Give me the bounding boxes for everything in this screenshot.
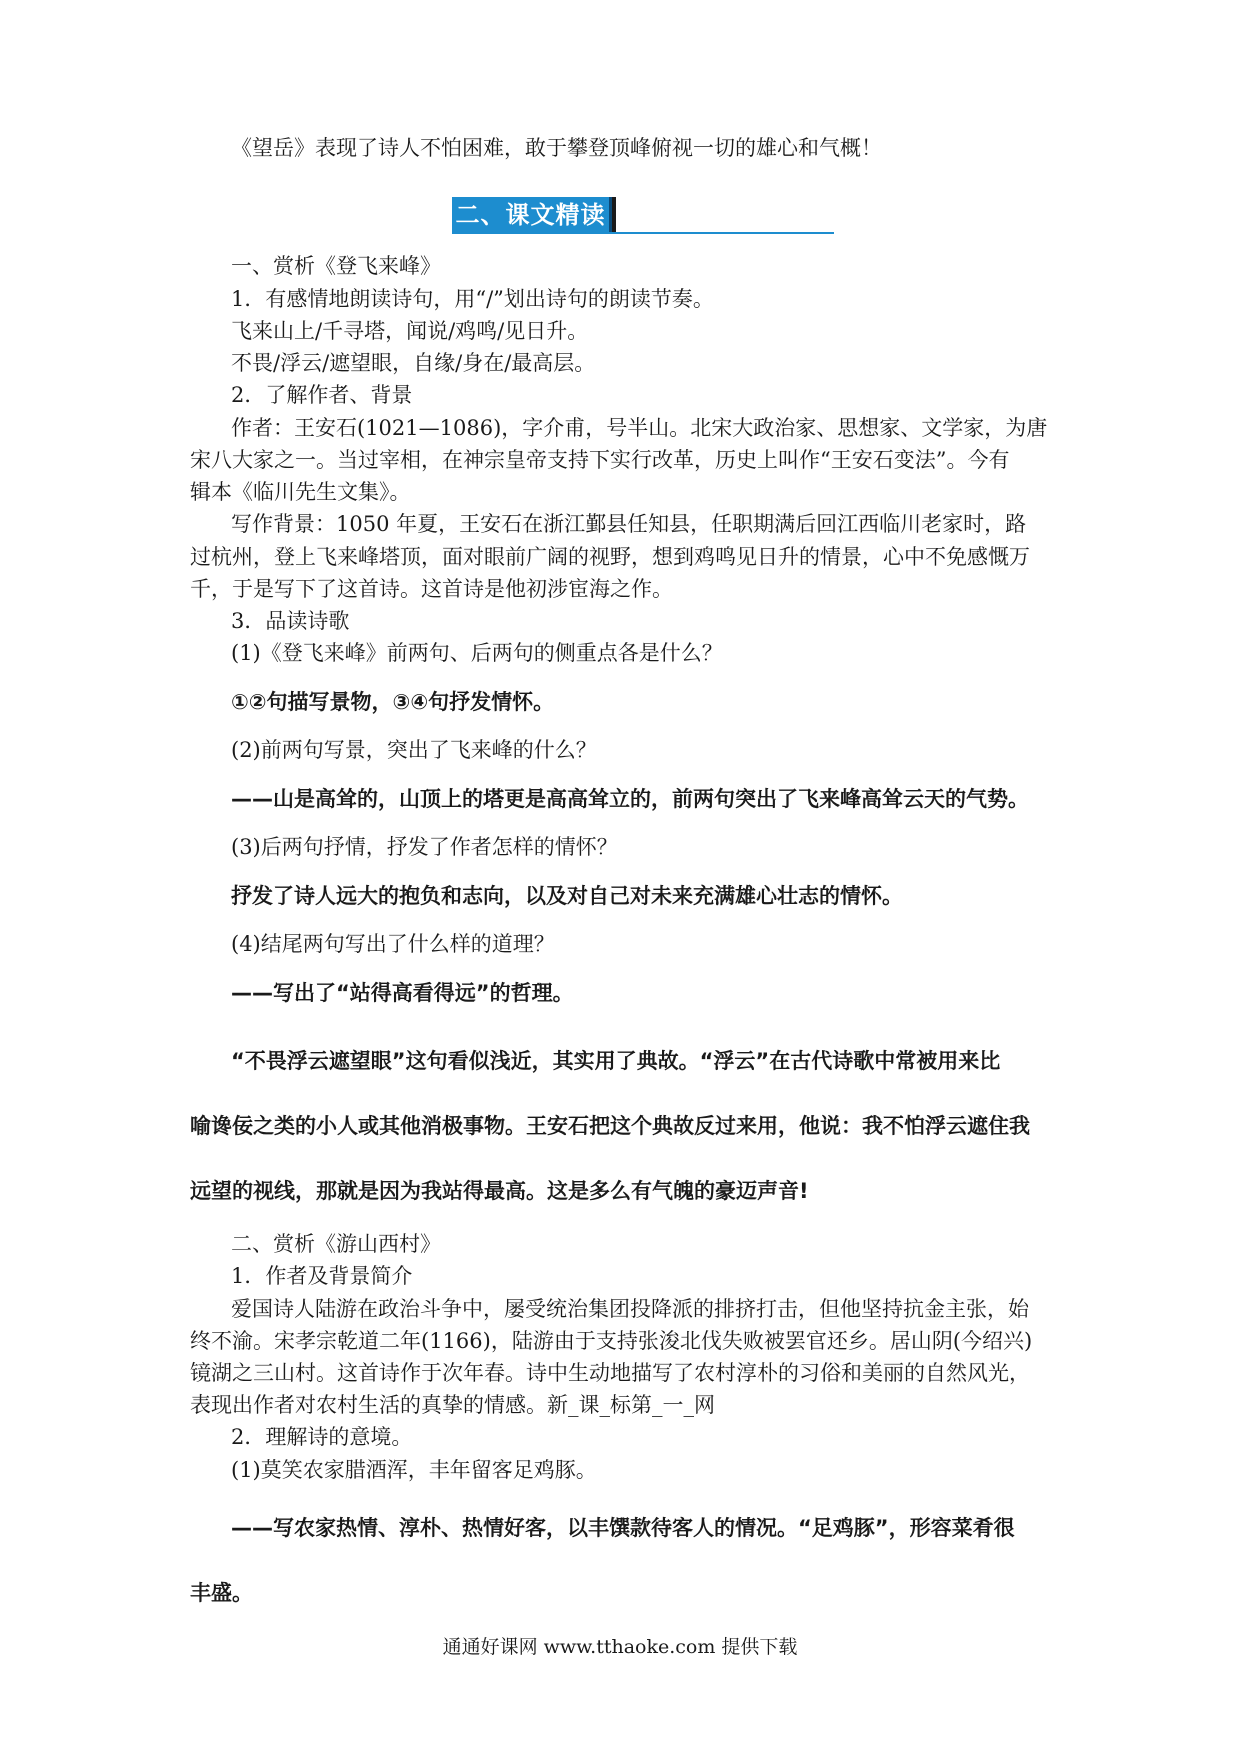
s1-bg-p2: 过杭州，登上飞来峰塔顶，面对眼前广阔的视野，想到鸡鸣见日升的情景，心中不免感慨万: [190, 545, 1030, 569]
s1-sub1-question: (1)《登飞来峰》前两句、后两句的侧重点各是什么？: [231, 641, 723, 665]
s2-sub1-question: (1)莫笑农家腊酒浑，丰年留客足鸡豚。: [231, 1458, 597, 1482]
s1-note-row1: “不畏浮云遮望眼”这句看似浅近，其实用了典故。“浮云”在古代诗歌中常被用来比: [231, 1049, 1001, 1073]
s1-poem-line2: 不畏/浮云/遮望眼，自缘/身在/最高层。: [231, 351, 596, 375]
s1-title: 一、赏析《登飞来峰》: [231, 254, 441, 278]
s1-author-p3: 辑本《临川先生文集》。: [190, 480, 411, 504]
s2-bg-p3: 镜湖之三山村。这首诗作于次年春。诗中生动地描写了农村淳朴的习俗和美丽的自然风光，: [190, 1361, 1030, 1385]
s1-q1: 1．有感情地朗读诗句，用“/”划出诗句的朗读节奏。: [231, 287, 714, 311]
s1-sub3-answer: 抒发了诗人远大的抱负和志向，以及对自己对未来充满雄心壮志的情怀。: [231, 884, 903, 908]
intro-line: 《望岳》表现了诗人不怕困难，敢于攀登顶峰俯视一切的雄心和气概！: [231, 136, 882, 160]
page-footer: 通通好课网 www.tthaoke.com 提供下载: [442, 1636, 798, 1658]
s2-bg-p2: 终不渝。宋孝宗乾道二年(1166)，陆游由于支持张浚北伐失败被罢官还乡。居山阴(今绍兴): [190, 1329, 1033, 1353]
s1-poem-line1: 飞来山上/千寻塔，闻说/鸡鸣/见日升。: [231, 319, 589, 343]
s2-sub1-answer-row2: 丰盛。: [190, 1581, 253, 1605]
s2-q1: 1．作者及背景简介: [231, 1264, 413, 1288]
s1-q3: 3．品读诗歌: [231, 609, 350, 633]
s2-sub1-answer-row1: ——写农家热情、淳朴、热情好客，以丰馔款待客人的情况。“足鸡豚”，形容菜肴很: [231, 1516, 1015, 1540]
section-header-tick: [612, 197, 616, 233]
s1-sub4-question: (4)结尾两句写出了什么样的道理？: [231, 932, 555, 956]
s1-author-p1: 作者：王安石(1021—1086)，字介甫，号半山。北宋大政治家、思想家、文学家，为唐: [231, 416, 1048, 440]
s1-sub1-answer: ①②句描写景物，③④句抒发情怀。: [231, 690, 555, 714]
s1-bg-p1: 写作背景：1050 年夏，王安石在浙江鄞县任知县，任职期满后回江西临川老家时，路: [231, 512, 1027, 536]
s1-sub2-question: (2)前两句写景，突出了飞来峰的什么？: [231, 738, 597, 762]
section-header-rule: [452, 232, 834, 234]
s2-bg-p1: 爱国诗人陆游在政治斗争中，屡受统治集团投降派的排挤打击，但他坚持抗金主张，始: [231, 1297, 1029, 1321]
s1-note-row2: 喻谗佞之类的小人或其他消极事物。王安石把这个典故反过来用，他说：我不怕浮云遮住我: [190, 1114, 1030, 1138]
s2-q2: 2．理解诗的意境。: [231, 1425, 413, 1449]
s1-note-row3: 远望的视线，那就是因为我站得最高。这是多么有气魄的豪迈声音!: [190, 1179, 809, 1203]
s2-bg-p4: 表现出作者对农村生活的真挚的情感。新_课_标第_一_网: [190, 1393, 715, 1417]
s1-sub2-answer: ——山是高耸的，山顶上的塔更是高高耸立的，前两句突出了飞来峰高耸云天的气势。: [231, 787, 1029, 811]
s2-title: 二、赏析《游山西村》: [231, 1232, 441, 1256]
section-header: 二、课文精读: [452, 197, 612, 233]
s1-bg-p3: 千，于是写下了这首诗。这首诗是他初涉宦海之作。: [190, 577, 673, 601]
s1-q2: 2．了解作者、背景: [231, 383, 413, 407]
s1-author-p2: 宋八大家之一。当过宰相，在神宗皇帝支持下实行改革，历史上叫作“王安石变法”。今有: [190, 448, 1010, 472]
s1-sub3-question: (3)后两句抒情，抒发了作者怎样的情怀？: [231, 835, 618, 859]
s1-sub4-answer: ——写出了“站得高看得远”的哲理。: [231, 981, 574, 1005]
